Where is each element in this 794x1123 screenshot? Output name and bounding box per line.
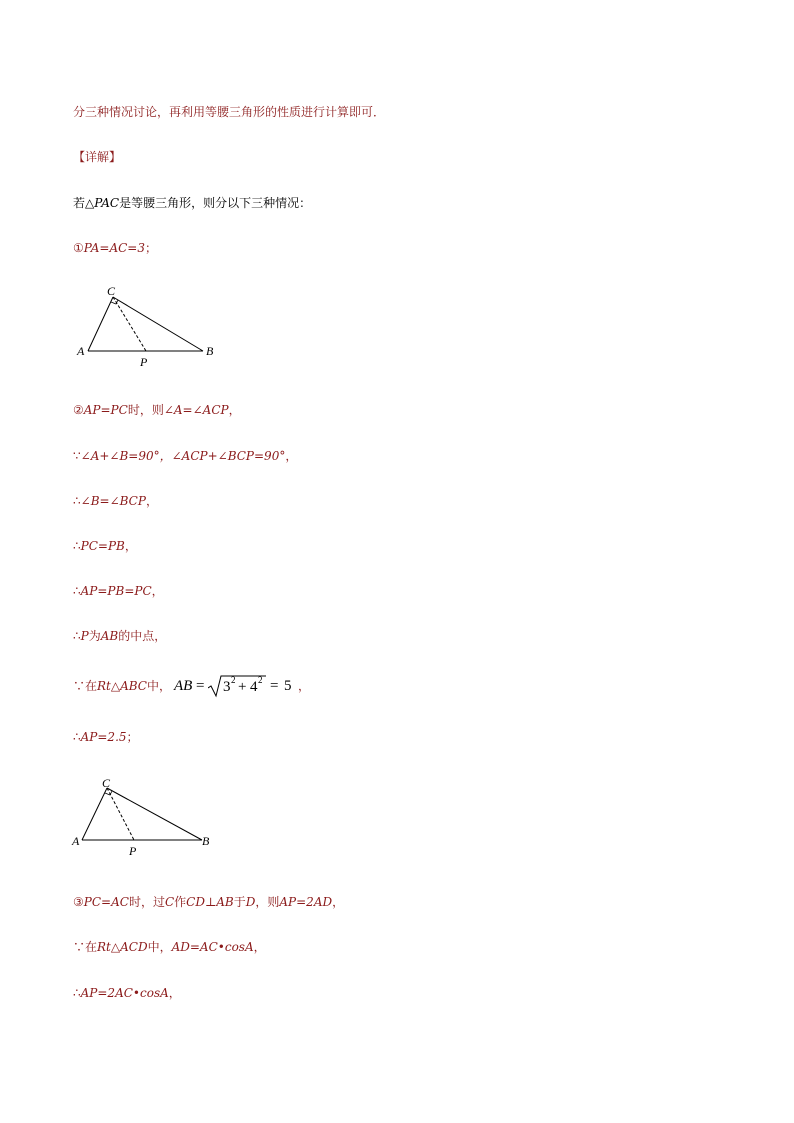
section-heading <box>73 149 121 165</box>
step-7-prefix: ∴ <box>73 730 81 744</box>
step-5-text-1: 为 <box>88 629 101 643</box>
ab-formula <box>174 674 304 698</box>
step-5-text-2: 的中点， <box>118 629 167 643</box>
formula-b: 4 <box>250 679 258 695</box>
case2-marker: ② <box>73 403 84 417</box>
step-8-expr-1: Rt△ACD <box>97 940 148 954</box>
fig1-label-b: B <box>206 344 214 358</box>
step-4 <box>73 583 164 599</box>
fig1-label-c: C <box>107 284 116 298</box>
step-9-prefix: ∴ <box>73 986 81 1000</box>
step-3-end: ， <box>124 539 137 553</box>
formula-a-exp: 2 <box>231 675 236 685</box>
step-8 <box>73 939 266 955</box>
intro-sentence: 分三种情况讨论，再利用等腰三角形的性质进行计算即可． <box>73 105 386 119</box>
case2-end: ， <box>228 403 241 417</box>
fig1-side-cb <box>113 297 203 351</box>
formula-eq2: = <box>270 678 279 694</box>
step-2 <box>73 493 158 509</box>
case3-end: ， <box>332 895 345 909</box>
case3-expr-perp: CD⊥AB <box>186 895 234 909</box>
formula-lhs: AB <box>174 678 193 694</box>
step-3 <box>73 538 137 554</box>
step-2-prefix: ∴∠ <box>73 494 91 508</box>
fig1-side-ac <box>88 297 113 351</box>
formula-a: 3 <box>223 679 231 695</box>
case2-line <box>73 402 241 418</box>
fig2-side-cb <box>107 788 202 840</box>
step-6 <box>73 678 171 694</box>
step-5-var-p: P <box>80 629 89 643</box>
figure-2-triangle <box>66 770 226 862</box>
fig1-label-p: P <box>140 355 148 369</box>
step-2-end: ， <box>145 494 158 508</box>
case3-text-2: 作 <box>174 895 187 909</box>
step-8-prefix: ∵在 <box>73 940 98 954</box>
step-7-end: ； <box>126 730 139 744</box>
formula-result: 5 <box>284 678 292 694</box>
fig2-label-a: A <box>72 834 80 848</box>
case3-expr-2: AP=2AD <box>279 895 333 909</box>
step-6-text: 中， <box>147 679 172 693</box>
step-5 <box>73 628 166 644</box>
case3-var-d: D <box>245 895 256 909</box>
figure-1-triangle <box>70 280 230 370</box>
step-9-expr: AP=2AC•cosA <box>80 986 169 1000</box>
case3-text-4: ，则 <box>255 895 280 909</box>
heading-text: 【详解】 <box>73 150 122 164</box>
case3-text-1: 时，过 <box>128 895 165 909</box>
fig2-label-b: B <box>202 834 210 848</box>
fig2-right-angle-mark <box>105 791 112 795</box>
step-1-expr: A+∠B=90°，∠ACP+∠BCP=90° <box>90 449 286 463</box>
step-6-expr: Rt△ABC <box>97 679 147 693</box>
case1-end: ； <box>145 241 158 255</box>
formula-b-exp: 2 <box>258 675 263 685</box>
case3-line <box>73 894 344 910</box>
case3-var-c: C <box>164 895 175 909</box>
step-7-expr: AP=2.5 <box>80 730 127 744</box>
lead-text-1: 若△ <box>73 196 95 210</box>
lead-line <box>73 195 311 211</box>
case2-text: 时，则∠ <box>127 403 174 417</box>
lead-var: PAC <box>94 196 120 210</box>
step-8-expr-2: AD=AC•cosA <box>171 940 254 954</box>
lead-text-2: 是等腰三角形，则分以下三种情况： <box>119 196 312 210</box>
formula-eq: = <box>196 678 205 694</box>
case3-text-3: 于 <box>233 895 246 909</box>
step-3-expr: PC=PB <box>80 539 125 553</box>
case1-marker: ① <box>73 241 84 255</box>
step-6-end-punct: ， <box>298 679 311 693</box>
step-7 <box>73 729 139 745</box>
case2-expr-2: A=∠ACP <box>173 403 229 417</box>
case3-marker: ③ <box>73 895 84 909</box>
step-4-end: ， <box>151 584 164 598</box>
fig1-label-a: A <box>77 344 85 358</box>
step-8-text: 中， <box>147 940 172 954</box>
step-9 <box>73 985 181 1001</box>
fig2-label-p: P <box>129 844 137 858</box>
case2-expr-1: AP=PC <box>83 403 128 417</box>
step-8-end: ， <box>253 940 266 954</box>
case1-line <box>73 240 157 256</box>
case3-expr-1: PC=AC <box>83 895 129 909</box>
fig1-dashed-cp <box>113 297 146 351</box>
case1-expr: PA=AC=3 <box>83 241 145 255</box>
step-3-prefix: ∴ <box>73 539 81 553</box>
step-6-prefix: ∵在 <box>73 679 98 693</box>
step-2-expr: B=∠BCP <box>90 494 146 508</box>
fig2-label-c: C <box>102 776 111 790</box>
step-5-prefix: ∴ <box>73 629 81 643</box>
intro-text <box>73 104 385 120</box>
step-6-end <box>298 678 310 694</box>
fig2-side-ac <box>82 788 107 840</box>
step-1-end: ， <box>285 449 298 463</box>
formula-plus: + <box>238 679 247 695</box>
step-1-prefix: ∵∠ <box>73 449 91 463</box>
step-5-var-ab: AB <box>100 629 119 643</box>
step-4-prefix: ∴ <box>73 584 81 598</box>
step-9-end: ， <box>168 986 181 1000</box>
step-1 <box>73 448 297 464</box>
step-4-expr: AP=PB=PC <box>80 584 152 598</box>
